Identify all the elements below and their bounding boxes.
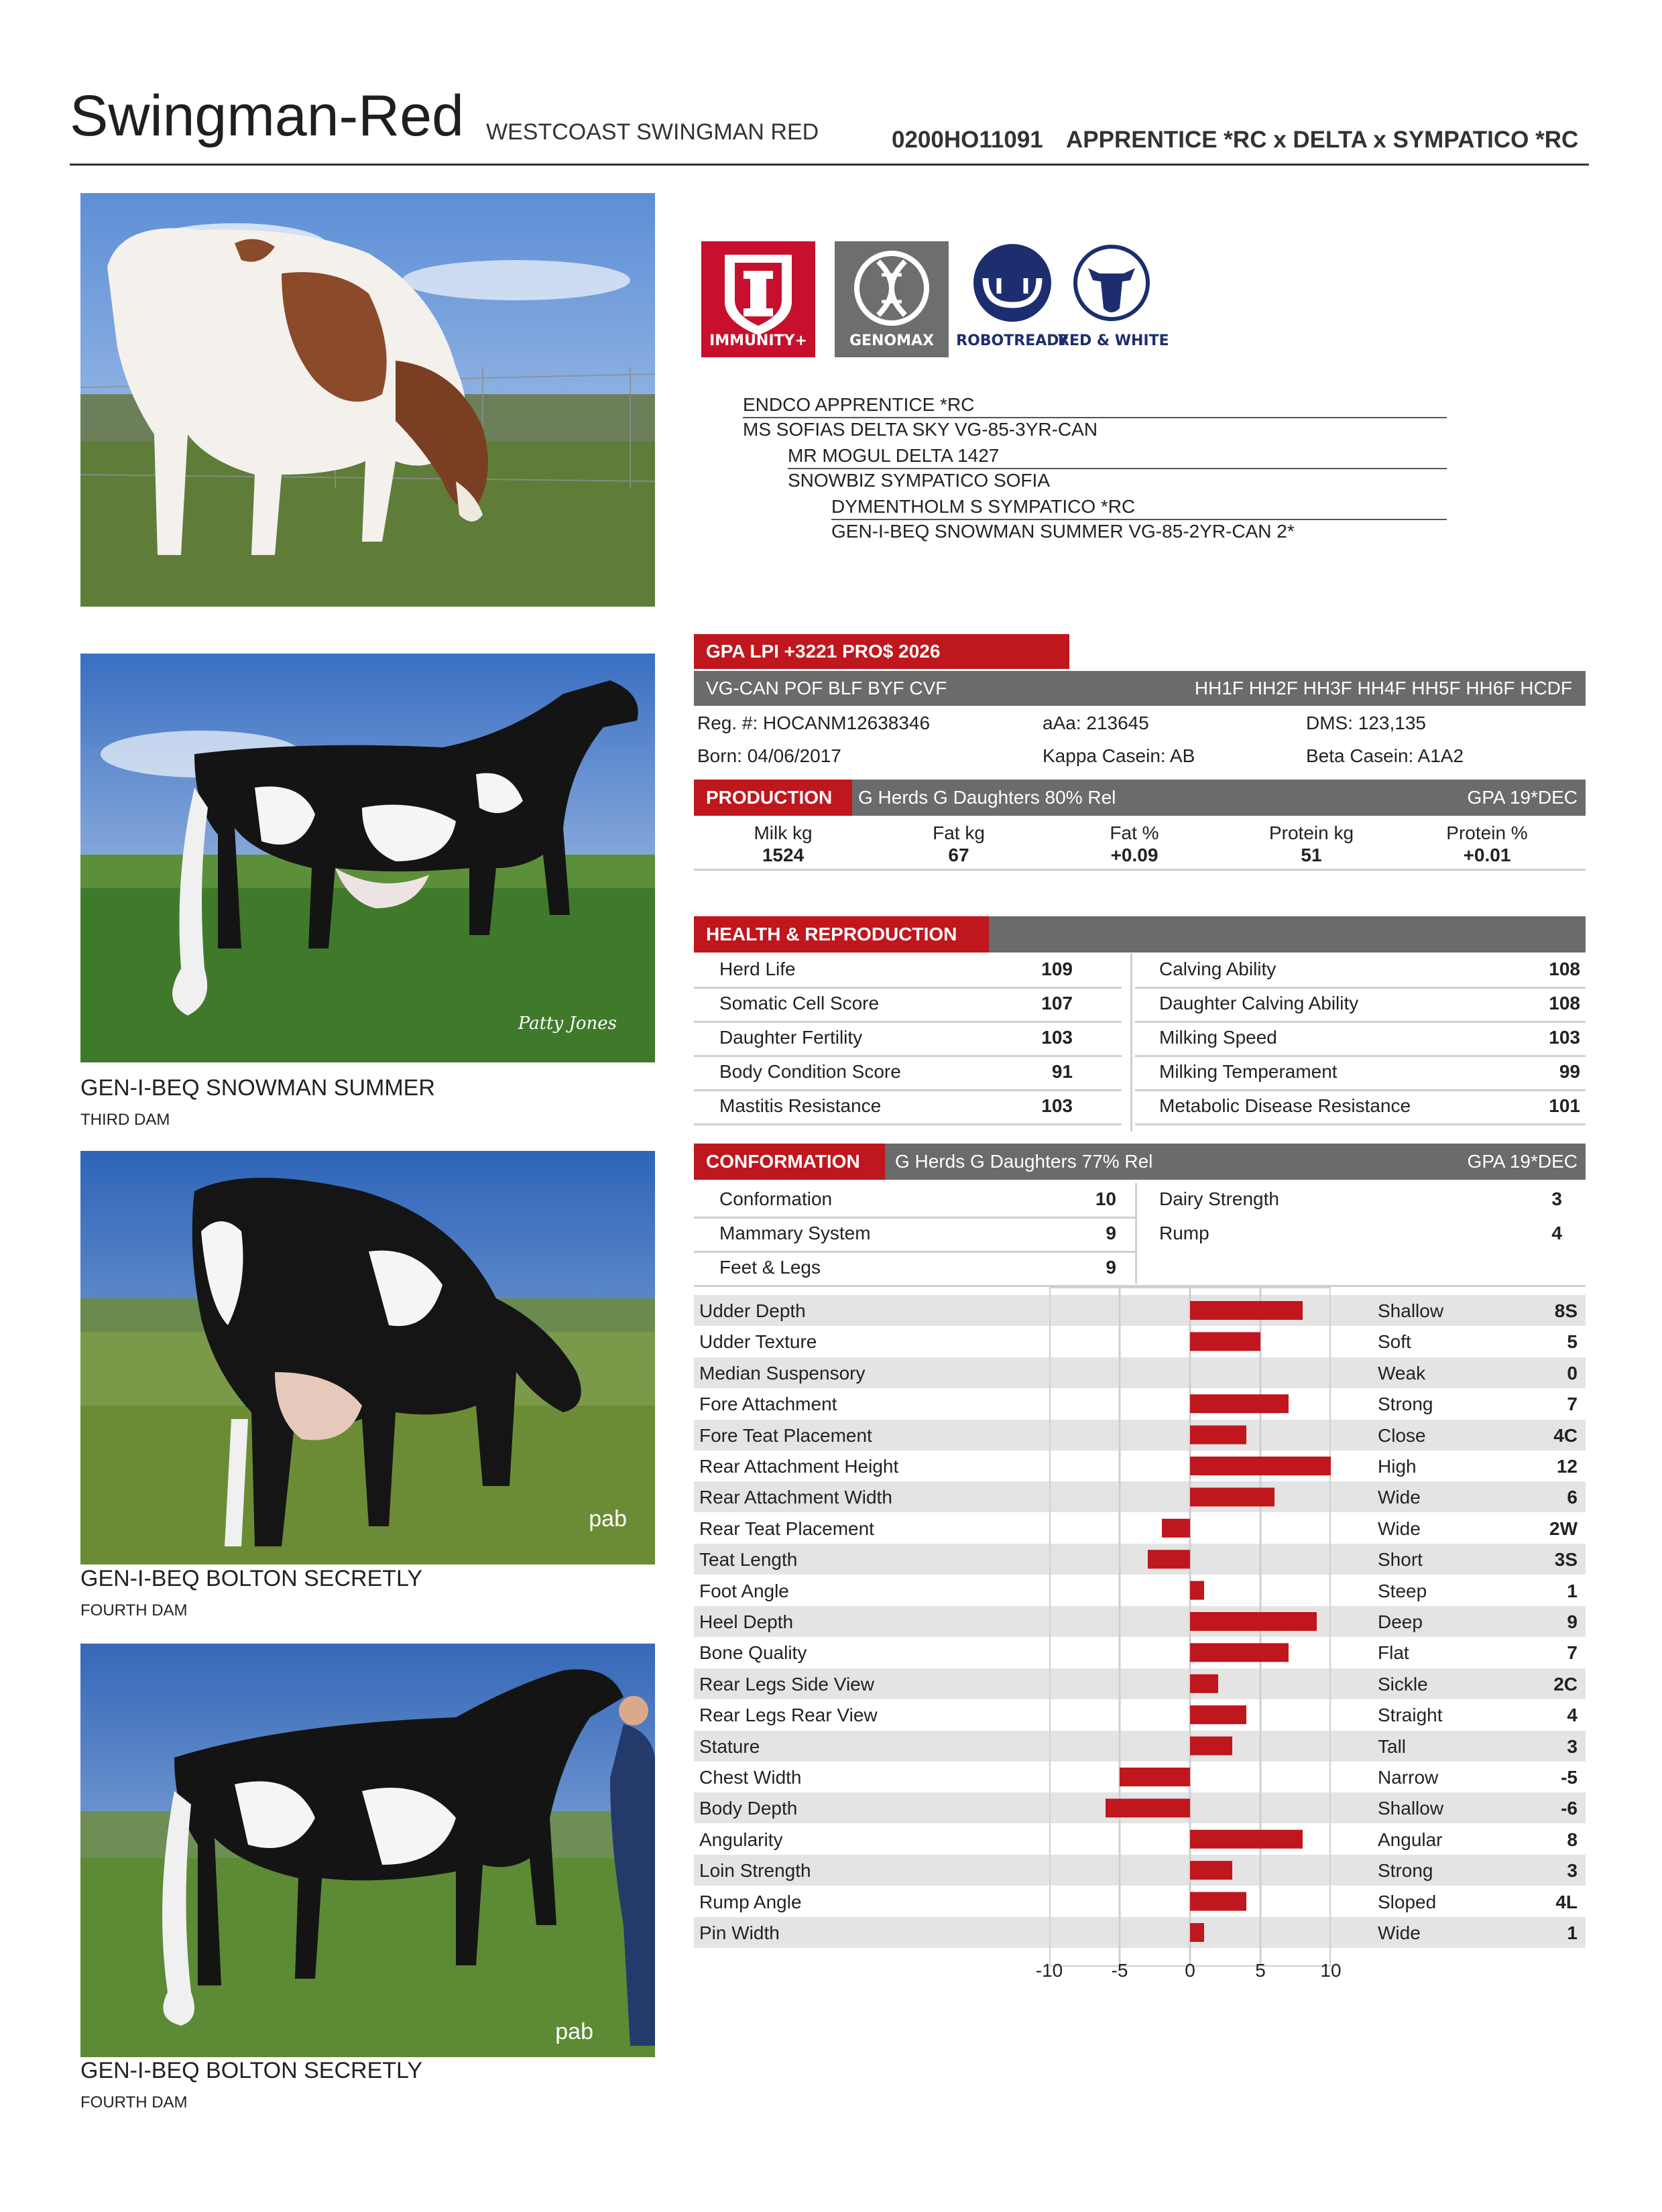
linear-trait-descriptor: Strong (1378, 1394, 1433, 1415)
linear-trait-descriptor: High (1378, 1456, 1417, 1477)
production-column-value: 1524 (762, 845, 805, 865)
genomax-label: GENOMAX (849, 332, 935, 349)
linear-trait-descriptor: Narrow (1378, 1767, 1439, 1788)
conformation-trait-label: Feet & Legs (719, 1257, 821, 1278)
linear-trait-name: Median Suspensory (699, 1362, 866, 1384)
linear-trait-bar (1190, 1674, 1218, 1693)
health-trait-label: Body Condition Score (719, 1061, 901, 1082)
linear-trait-bar (1190, 1487, 1274, 1506)
kappa-casein: Kappa Casein: AB (1043, 745, 1195, 766)
beta-casein: Beta Casein: A1A2 (1306, 745, 1464, 766)
health-trait-value: 101 (1549, 1095, 1580, 1116)
linear-trait-descriptor: Wide (1378, 1487, 1421, 1508)
linear-trait-bar (1190, 1581, 1204, 1600)
health-trait-label: Daughter Fertility (719, 1027, 863, 1048)
linear-trait-name: Udder Texture (699, 1331, 817, 1353)
linear-trait-descriptor: Weak (1378, 1362, 1426, 1384)
health-trait-label: Milking Speed (1159, 1027, 1277, 1048)
fourth-dam-name: GEN-I-BEQ BOLTON SECRETLY (80, 1566, 423, 1591)
linear-trait-descriptor: Straight (1378, 1705, 1443, 1726)
production-column-label: Fat % (1110, 822, 1159, 843)
linear-trait-descriptor: Short (1378, 1549, 1423, 1571)
linear-axis-tick-label: 0 (1185, 1960, 1195, 1981)
linear-trait-bar (1190, 1457, 1331, 1475)
linear-trait-name: Heel Depth (699, 1611, 794, 1632)
conformation-trait-value: 9 (1106, 1223, 1116, 1243)
linear-trait-value: 7 (1567, 1394, 1578, 1415)
fourth-dam-2-name: GEN-I-BEQ BOLTON SECRETLY (80, 2058, 423, 2083)
linear-trait-value: 2W (1549, 1518, 1578, 1539)
conformation-gpa: GPA 19*DEC (1467, 1151, 1578, 1172)
linear-trait-bar (1190, 1705, 1246, 1724)
pedigree-dam: MS SOFIAS DELTA SKY VG-85-3YR-CAN (743, 419, 1098, 440)
linear-trait-bar (1190, 1301, 1303, 1320)
haplotypes: HH1F HH2F HH3F HH4F HH5F HH6F HCDF (1194, 678, 1572, 698)
linear-trait-value: 0 (1567, 1362, 1578, 1384)
linear-axis-tick-label: -5 (1111, 1960, 1128, 1981)
production-column-value: 51 (1301, 845, 1322, 865)
linear-trait-bar (1148, 1550, 1190, 1569)
classification: VG-CAN POF BLF BYF CVF (706, 678, 947, 698)
conformation-trait-label: Rump (1159, 1223, 1209, 1243)
linear-trait-descriptor: Sickle (1378, 1673, 1428, 1695)
linear-trait-name: Bone Quality (699, 1642, 807, 1664)
linear-trait-value: 5 (1567, 1331, 1578, 1353)
health-trait-label: Herd Life (719, 959, 796, 979)
pedigree-ggdam: GEN-I-BEQ SNOWMAN SUMMER VG-85-2YR-CAN 2* (831, 521, 1295, 542)
linear-trait-name: Rump Angle (699, 1891, 802, 1912)
conformation-trait-label: Mammary System (719, 1223, 871, 1243)
linear-trait-name: Udder Depth (699, 1300, 806, 1321)
linear-trait-value: 8 (1567, 1829, 1578, 1850)
pedigree-summary: APPRENTICE *RC x DELTA x SYMPATICO *RC (1066, 127, 1579, 153)
fourth-dam-photo-2-credit: pab (555, 2019, 593, 2044)
linear-trait-value: 9 (1567, 1611, 1578, 1632)
linear-trait-value: -5 (1561, 1767, 1578, 1788)
linear-trait-bar (1190, 1332, 1260, 1351)
linear-trait-name: Angularity (699, 1829, 783, 1850)
aaa-code: aAa: 213645 (1043, 713, 1149, 733)
linear-trait-value: -6 (1561, 1798, 1578, 1819)
linear-trait-bar (1190, 1394, 1289, 1413)
pedigree-mggs: DYMENTHOLM S SYMPATICO *RC (831, 496, 1136, 517)
production-info: G Herds G Daughters 80% Rel (858, 787, 1116, 808)
health-title: HEALTH & REPRODUCTION (694, 916, 989, 953)
production-title: PRODUCTION (694, 780, 852, 816)
conformation-trait-label: Conformation (719, 1188, 833, 1209)
conformation-info: G Herds G Daughters 77% Rel (895, 1151, 1153, 1172)
linear-trait-bar (1190, 1892, 1246, 1911)
linear-trait-value: 4C (1553, 1424, 1578, 1446)
health-trait-label: Somatic Cell Score (719, 993, 880, 1013)
linear-trait-value: 1 (1567, 1922, 1578, 1943)
linear-trait-name: Rear Legs Side View (699, 1673, 874, 1695)
linear-trait-name: Chest Width (699, 1767, 802, 1788)
linear-trait-bar (1162, 1519, 1190, 1538)
conformation-trait-value: 10 (1095, 1188, 1116, 1209)
production-column-label: Milk kg (754, 822, 813, 843)
bull-code: 0200HO11091 (892, 127, 1043, 153)
linear-trait-value: 2C (1553, 1673, 1578, 1695)
registered-name: WESTCOAST SWINGMAN RED (486, 119, 819, 145)
fourth-dam-photo-credit: pab (589, 1506, 627, 1532)
linear-trait-descriptor: Steep (1378, 1580, 1427, 1601)
linear-trait-descriptor: Sloped (1378, 1891, 1437, 1912)
linear-trait-name: Fore Teat Placement (699, 1424, 872, 1446)
linear-trait-value: 4 (1567, 1705, 1578, 1726)
linear-trait-name: Fore Attachment (699, 1394, 837, 1415)
health-trait-value: 99 (1559, 1061, 1580, 1082)
health-trait-value: 107 (1041, 993, 1073, 1013)
production-column-label: Protein % (1446, 822, 1528, 843)
robotready-label: ROBOTREADY (956, 332, 1069, 349)
production-column-value: +0.09 (1110, 845, 1159, 865)
pedigree-sire: ENDCO APPRENTICE *RC (743, 394, 975, 415)
health-trait-label: Mastitis Resistance (719, 1095, 882, 1116)
linear-trait-name: Rear Attachment Width (699, 1487, 892, 1508)
linear-trait-value: 3S (1554, 1549, 1578, 1571)
health-trait-label: Milking Temperament (1159, 1061, 1338, 1082)
linear-trait-bar (1190, 1426, 1246, 1445)
linear-trait-descriptor: Flat (1378, 1642, 1409, 1664)
linear-trait-value: 3 (1567, 1860, 1578, 1882)
linear-trait-value: 1 (1567, 1580, 1578, 1601)
health-trait-label: Calving Ability (1159, 959, 1277, 979)
linear-axis-tick-label: 5 (1255, 1960, 1266, 1981)
pedigree-mgs: MR MOGUL DELTA 1427 (788, 445, 1000, 466)
linear-trait-value: 12 (1556, 1456, 1578, 1477)
fourth-dam-2-label: FOURTH DAM (80, 2093, 188, 2111)
linear-trait-name: Body Depth (699, 1798, 798, 1819)
production-column-value: 67 (948, 845, 969, 865)
gpa-lpi-banner: GPA LPI +3221 PRO$ 2026 (694, 634, 1069, 669)
linear-trait-bar (1190, 1612, 1317, 1631)
linear-trait-descriptor: Deep (1378, 1611, 1423, 1632)
bull-name: Swingman-Red (70, 84, 464, 148)
conformation-trait-value: 9 (1106, 1257, 1116, 1278)
conformation-trait-value: 3 (1551, 1188, 1562, 1209)
linear-trait-bar (1190, 1861, 1232, 1880)
health-trait-value: 109 (1041, 959, 1073, 979)
production-gpa: GPA 19*DEC (1467, 787, 1578, 808)
linear-axis-tick-label: 10 (1320, 1960, 1342, 1981)
linear-trait-value: 4L (1555, 1891, 1578, 1912)
linear-trait-name: Rear Teat Placement (699, 1518, 874, 1539)
production-column-value: +0.01 (1463, 845, 1511, 865)
third-dam-label: THIRD DAM (80, 1111, 170, 1129)
linear-trait-descriptor: Soft (1378, 1331, 1411, 1353)
linear-trait-descriptor: Tall (1378, 1735, 1407, 1757)
registration-number: Reg. #: HOCANM12638346 (697, 713, 931, 733)
linear-trait-descriptor: Shallow (1378, 1798, 1444, 1819)
linear-trait-bar (1190, 1643, 1289, 1662)
linear-trait-descriptor: Wide (1378, 1518, 1421, 1539)
pedigree-granddam: SNOWBIZ SYMPATICO SOFIA (788, 470, 1050, 491)
linear-trait-name: Foot Angle (699, 1580, 789, 1601)
linear-trait-bar (1106, 1798, 1190, 1817)
red-and-white-label: RED & WHITE (1058, 332, 1169, 349)
linear-trait-descriptor: Wide (1378, 1922, 1421, 1943)
linear-trait-descriptor: Close (1378, 1424, 1426, 1446)
conformation-trait-value: 4 (1551, 1223, 1562, 1243)
dms-code: DMS: 123,135 (1306, 713, 1426, 733)
immunity-plus-label: IMMUNITY+ (709, 332, 807, 349)
linear-trait-name: Rear Legs Rear View (699, 1705, 878, 1726)
production-column-label: Fat kg (933, 822, 985, 843)
linear-trait-bar (1190, 1923, 1204, 1942)
linear-trait-descriptor: Shallow (1378, 1300, 1444, 1321)
third-dam-name: GEN-I-BEQ SNOWMAN SUMMER (80, 1075, 435, 1101)
health-trait-value: 108 (1549, 959, 1580, 979)
linear-trait-bar (1120, 1768, 1190, 1786)
conformation-trait-label: Dairy Strength (1159, 1188, 1279, 1209)
linear-trait-descriptor: Angular (1378, 1829, 1443, 1850)
linear-trait-bar (1190, 1737, 1232, 1756)
linear-trait-value: 3 (1567, 1735, 1578, 1757)
health-trait-label: Daughter Calving Ability (1159, 993, 1359, 1013)
health-trait-value: 108 (1549, 993, 1580, 1013)
production-column-label: Protein kg (1268, 822, 1354, 843)
health-trait-value: 103 (1549, 1027, 1580, 1048)
linear-axis-tick-label: -10 (1035, 1960, 1063, 1981)
linear-trait-name: Rear Attachment Height (699, 1456, 899, 1477)
third-dam-photo-credit: Patty Jones (518, 1013, 617, 1034)
health-trait-label: Metabolic Disease Resistance (1159, 1095, 1411, 1116)
fourth-dam-label: FOURTH DAM (80, 1601, 188, 1619)
linear-trait-name: Teat Length (699, 1549, 798, 1571)
linear-trait-name: Pin Width (699, 1922, 780, 1943)
birth-date: Born: 04/06/2017 (697, 745, 841, 766)
health-trait-value: 103 (1041, 1027, 1073, 1048)
health-trait-value: 103 (1041, 1095, 1073, 1116)
linear-trait-value: 6 (1567, 1487, 1578, 1508)
linear-trait-value: 8S (1554, 1300, 1578, 1321)
linear-trait-descriptor: Strong (1378, 1860, 1433, 1882)
linear-trait-bar (1190, 1830, 1303, 1849)
linear-trait-value: 7 (1567, 1642, 1578, 1664)
linear-trait-name: Stature (699, 1735, 760, 1757)
conformation-title: CONFORMATION (694, 1144, 885, 1180)
health-trait-value: 91 (1051, 1061, 1073, 1082)
linear-trait-name: Loin Strength (699, 1860, 811, 1882)
